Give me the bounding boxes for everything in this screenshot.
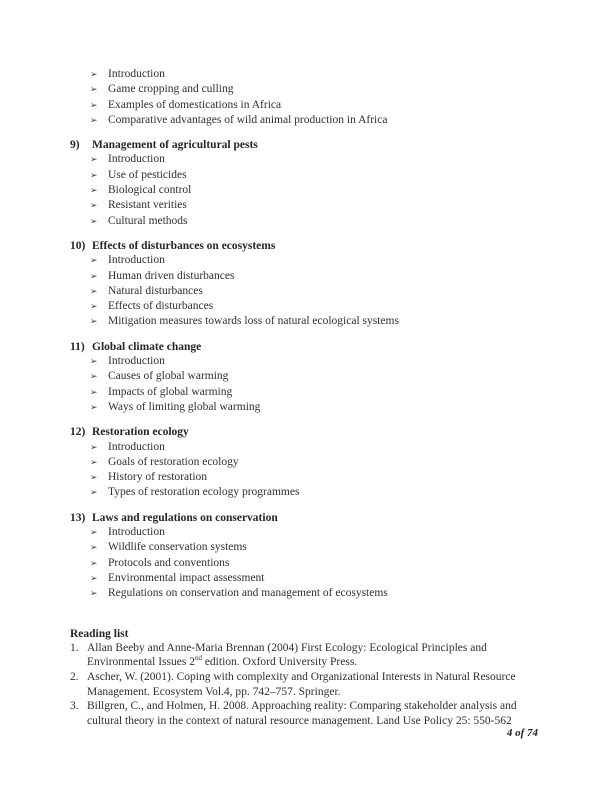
list-item-label: Cultural methods [108,214,188,227]
section-12 [70,425,540,500]
arrow-bullet-icon: ➢ [90,256,98,267]
list-item-label: Causes of global warming [108,370,229,383]
arrow-bullet-icon: ➢ [90,170,98,181]
section-heading [70,239,540,253]
arrow-bullet-icon: ➢ [90,155,98,166]
section-number: 9) [70,139,80,152]
entry-text [87,699,540,728]
arrow-bullet-icon: ➢ [90,573,98,584]
list-item [90,440,540,455]
entry-text-pre: Billgren, C., and Holmen, H. 2008. Approaching reality: Comparing stakeholder analysis and cultural theory in the context of natural resource management. Land Use Policy 25: 550-562 [87,700,517,727]
section-bullet-list [70,525,540,601]
list-item-label: Human driven disturbances [108,269,235,282]
list-item [90,369,540,384]
section-title: Management of agricultural pests [92,139,258,152]
list-item-label: Types of restoration ecology programmes [108,486,300,499]
list-item [90,253,540,268]
page-content [70,67,540,728]
arrow-bullet-icon: ➢ [90,186,98,197]
arrow-bullet-icon: ➢ [90,457,98,468]
section-heading [70,425,540,439]
list-item-label: Environmental impact assessment [108,571,265,584]
section-bullet-list [70,152,540,228]
entry-number: 1. [70,641,79,654]
list-item [90,556,540,571]
arrow-bullet-icon: ➢ [90,70,98,80]
list-item [90,314,540,329]
list-item-label: Impacts of global warming [108,385,233,398]
list-item [90,284,540,299]
arrow-bullet-icon: ➢ [90,387,98,398]
list-item [90,214,540,229]
list-item [90,354,540,369]
arrow-bullet-icon: ➢ [90,488,98,499]
list-item [90,82,540,97]
page-number: 4 of 74 [506,727,538,739]
list-item-label: Effects of disturbances [108,300,214,313]
entry-text-superscript: nd [194,654,202,663]
entry-text [87,670,540,699]
section-bullet-list [70,440,540,501]
reading-entry [70,670,540,699]
list-item [90,152,540,167]
arrow-bullet-icon: ➢ [90,558,98,569]
list-item-label: Introduction [108,68,165,80]
section-title: Effects of disturbances on ecosystems [92,239,276,252]
entry-number: 3. [70,700,79,713]
list-item-label: History of restoration [108,471,208,484]
arrow-bullet-icon: ➢ [90,528,98,539]
arrow-bullet-icon: ➢ [90,442,98,453]
section-title: Laws and regulations on conservation [92,511,278,524]
list-item [90,385,540,400]
arrow-bullet-icon: ➢ [90,317,98,328]
list-item [90,198,540,213]
section-10 [70,239,540,330]
section-bullet-list [70,354,540,415]
list-item [90,183,540,198]
section-11 [70,340,540,415]
section-13 [70,511,540,602]
section-heading [70,340,540,354]
entry-text-post: edition. Oxford University Press. [201,656,358,669]
section-9 [70,138,540,229]
entry-text [87,641,540,670]
list-item-label: Natural disturbances [108,284,203,297]
section-heading [70,511,540,525]
list-item [90,98,540,113]
list-item-label: Introduction [108,254,165,267]
reading-list-entries [70,641,540,729]
list-item [90,269,540,284]
list-item [90,299,540,314]
list-item-label: Biological control [108,184,192,197]
entry-text-pre: Ascher, W. (2001). Coping with complexity and Organizational Interests in Natural Resource Management. Ecosystem Vol.4, pp. 742–757. Springer. [87,670,516,698]
arrow-bullet-icon: ➢ [90,201,98,212]
arrow-bullet-icon: ➢ [90,402,98,413]
section-bullet-list [70,253,540,329]
entry-number: 2. [70,670,79,683]
list-item-label: Introduction [108,153,165,166]
arrow-bullet-icon: ➢ [90,543,98,554]
list-item [90,470,540,485]
section-number: 11) [70,340,85,353]
list-item-label: Introduction [108,355,165,368]
arrow-bullet-icon: ➢ [90,100,98,111]
section-heading [70,138,540,152]
reading-entry [70,699,540,728]
intro-bullet-list [70,67,540,128]
section-title: Global climate change [92,340,202,353]
reading-list [70,627,540,729]
list-item [90,168,540,183]
list-item-label: Mitigation measures towards loss of natural ecological systems [108,315,399,328]
list-item [90,571,540,586]
list-item-label: Regulations on conservation and management of ecosystems [108,587,388,600]
list-item [90,540,540,555]
list-item-label: Introduction [108,526,165,539]
list-item-label: Wildlife conservation systems [108,541,247,554]
arrow-bullet-icon: ➢ [90,357,98,368]
list-item [90,455,540,470]
entry-text-pre: Allan Beeby and Anne-Maria Brennan (2004) First Ecology: Ecological Principles and Environmental Issues 2 [87,641,487,669]
list-item-label: Ways of limiting global warming [108,400,261,413]
arrow-bullet-icon: ➢ [90,473,98,484]
section-number: 10) [70,239,86,252]
section-number: 13) [70,511,86,524]
list-item-label: Goals of restoration ecology [108,455,239,468]
section-number: 12) [70,426,86,439]
list-item [90,525,540,540]
list-item-label: Use of pesticides [108,168,187,181]
list-item [90,400,540,415]
list-item-label: Comparative advantages of wild animal production in Africa [108,113,388,126]
list-item-label: Examples of domestications in Africa [108,98,282,111]
list-item [90,113,540,128]
list-item-label: Introduction [108,440,165,453]
section-title: Restoration ecology [92,426,189,439]
list-item [90,485,540,500]
arrow-bullet-icon: ➢ [90,286,98,297]
list-item-label: Protocols and conventions [108,556,230,569]
arrow-bullet-icon: ➢ [90,271,98,282]
arrow-bullet-icon: ➢ [90,302,98,313]
arrow-bullet-icon: ➢ [90,216,98,227]
arrow-bullet-icon: ➢ [90,115,98,126]
arrow-bullet-icon: ➢ [90,85,98,96]
list-item-label: Resistant verities [108,199,187,212]
reading-list-title: Reading list [70,627,129,640]
list-item [90,67,540,82]
reading-entry [70,641,540,670]
list-item-label: Game cropping and culling [108,83,234,96]
list-item [90,586,540,601]
arrow-bullet-icon: ➢ [90,372,98,383]
arrow-bullet-icon: ➢ [90,589,98,600]
